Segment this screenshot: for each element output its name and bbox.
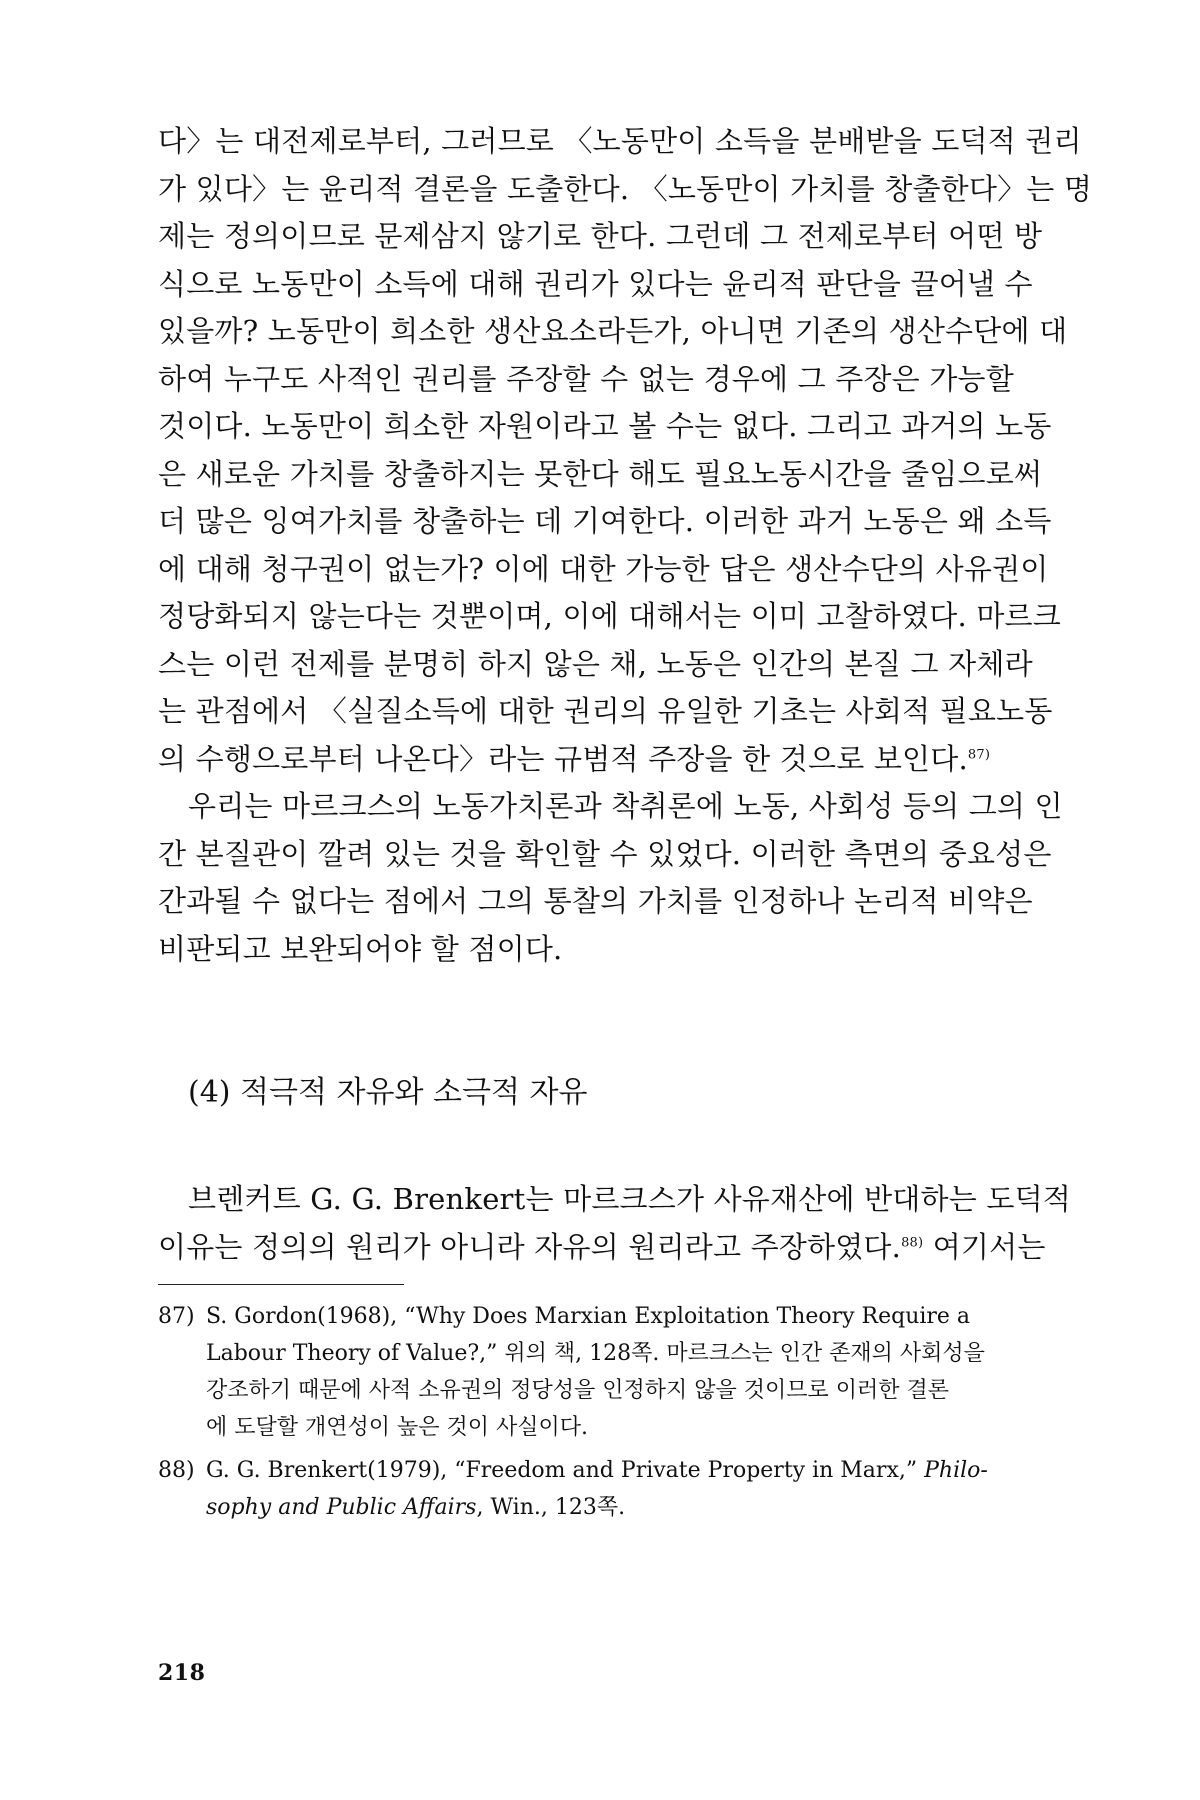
footnote-88	[158, 1452, 1056, 1489]
text-line: 스는 이런 전제를 분명히 하지 않은 채, 노동은 인간의 본질 그 자체라	[158, 646, 1033, 681]
text-line: 정당화되지 않는다는 것뿐이며, 이에 대해서는 이미 고찰하였다. 마르크	[158, 599, 1061, 633]
paragraph-marx-labour-argument	[158, 118, 1093, 973]
footnote-text: 강조하기 때문에 사적 소유권의 정당성을 인정하지 않을 것이므로 이러한 결론	[206, 1378, 950, 1403]
text-line: 식으로 노동만이 소득에 대해 권리가 있다는 윤리적 판단을 끌어낼 수	[158, 266, 1033, 301]
text-line: 브렌커트 G. G. Brenkert는 마르크스가 사유재산에 반대하는 도덕적	[188, 1182, 1072, 1216]
text-line: 은 새로운 가치를 창출하지는 못한다 해도 필요노동시간을 줄임으로써	[158, 456, 1043, 491]
text-line: 는 관점에서 〈실질소득에 대한 권리의 유일한 기초는 사회적 필요노동	[158, 694, 1053, 728]
footnote-number: 87)	[158, 1304, 195, 1329]
text-line: 다〉는 대전제로부터, 그러므로 〈노동만이 소득을 분배받을 도덕적 권리	[158, 124, 1082, 158]
footnote-text: Labour Theory of Value?,” 위의 책, 128쪽. 마르크스는 인간 존재의 사회성을	[206, 1341, 985, 1366]
footnote-text: 에 도달할 개연성이 높은 것이 사실이다.	[206, 1415, 588, 1440]
footnote-reference-88[interactable]: 88)	[901, 1235, 924, 1251]
text-line: 간 본질관이 깔려 있는 것을 확인할 수 있었다. 이러한 측면의 중요성은	[158, 836, 1052, 871]
footnote-number: 88)	[158, 1458, 195, 1483]
text-line: 여기서는	[923, 1230, 1046, 1264]
footnote-reference-87[interactable]: 87)	[967, 746, 991, 762]
text-line: 비판되고 보완되어야 할 점이다.	[158, 931, 563, 966]
journal-title: Philo-	[924, 1458, 988, 1483]
text-line: 간과될 수 없다는 점에서 그의 통찰의 가치를 인정하나 논리적 비약은	[158, 884, 1033, 918]
footnotes	[158, 1298, 1056, 1526]
paragraph-brenkert	[158, 1175, 1072, 1271]
journal-title: sophy and Public Affairs	[206, 1495, 477, 1520]
text-line: 것이다. 노동만이 희소한 자원이라고 볼 수는 없다. 그리고 과거의 노동	[158, 409, 1052, 443]
footnote-text: , Win., 123쪽.	[476, 1495, 626, 1520]
footnote-87	[158, 1298, 1056, 1335]
text-line: 이유는 정의의 원리가 아니라 자유의 원리라고 주장하였다.	[158, 1230, 902, 1264]
text-line: 하여 누구도 사적인 권리를 주장할 수 없는 경우에 그 주장은 가능할	[158, 361, 1014, 396]
footnote-text-continued	[158, 1489, 1056, 1526]
text-line: 가 있다〉는 윤리적 결론을 도출한다. 〈노동만이 가치를 창출한다〉는 명	[158, 171, 1093, 206]
page-number: 218	[158, 1660, 206, 1686]
text-line: 있을까? 노동만이 희소한 생산요소라든가, 아니면 기존의 생산수단에 대	[158, 314, 1068, 348]
text-line: 우리는 마르크스의 노동가치론과 착취론에 노동, 사회성 등의 그의 인	[188, 789, 1063, 823]
text-line-with-note	[158, 1223, 1056, 1271]
footnote-divider	[158, 1284, 404, 1285]
section-heading: (4) 적극적 자유와 소극적 자유	[188, 1075, 588, 1110]
text-line-with-note	[158, 736, 1056, 784]
text-line: 제는 정의이므로 문제삼지 않기로 한다. 그런데 그 전제로부터 어떤 방	[158, 219, 1043, 253]
text-line: 에 대해 청구권이 없는가? 이에 대한 가능한 답은 생산수단의 사유권이	[158, 551, 1049, 586]
footnote-text: S. Gordon(1968), “Why Does Marxian Exploitation Theory Require a	[206, 1304, 971, 1329]
text-line: 의 수행으로부터 나온다〉라는 규범적 주장을 한 것으로 보인다.	[158, 741, 968, 776]
text-line: 더 많은 잉여가치를 창출하는 데 기여한다. 이러한 과거 노동은 왜 소득	[158, 504, 1052, 538]
footnote-text: G. G. Brenkert(1979), “Freedom and Private Property in Marx,”	[206, 1458, 925, 1483]
